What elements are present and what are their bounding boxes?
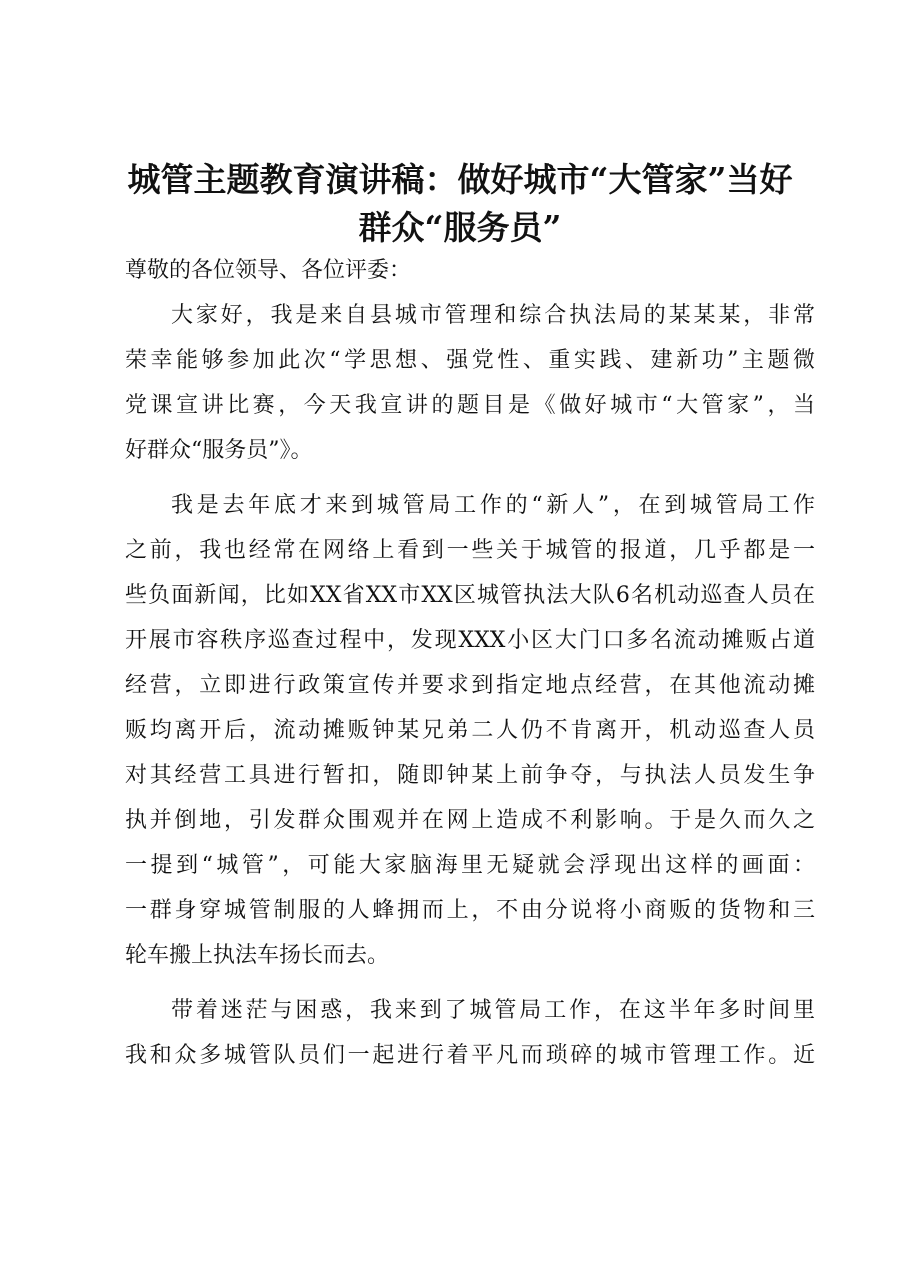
- paragraph-line: 开展市容秩序巡查过程中，发现XXX小区大门口多名流动摊贩占道: [125, 628, 815, 653]
- paragraph-line: 贩均离开后，流动摊贩钟某兄弟二人仍不肯离开，机动巡查人员: [125, 718, 815, 743]
- title-line: 城管主题教育演讲稿：做好城市“大管家”当好: [127, 160, 793, 199]
- paragraph-line: 些负面新闻，比如XX省XX市XX区城管执法大队6名机动巡查人员在: [125, 583, 815, 608]
- paragraph-line: 轮车搬上执法车扬长而去。: [125, 943, 390, 968]
- document-body: [125, 248, 815, 1078]
- paragraph-3: [125, 988, 815, 1078]
- paragraph-line: 执并倒地，引发群众围观并在网上造成不利影响。于是久而久之: [125, 808, 815, 833]
- salutation: 尊敬的各位领导、各位评委：: [125, 258, 412, 283]
- paragraph-line: 之前，我也经常在网络上看到一些关于城管的报道，几乎都是一: [125, 538, 815, 563]
- paragraph-line: 荣幸能够参加此次“学思想、强党性、重实践、建新功”主题微: [125, 348, 815, 373]
- paragraph-line: 对其经营工具进行暂扣，随即钟某上前争夺，与执法人员发生争: [125, 763, 815, 788]
- paragraph-1: [125, 293, 815, 473]
- paragraph-line: 我和众多城管队员们一起进行着平凡而琐碎的城市管理工作。近: [125, 1043, 815, 1068]
- paragraph-2: [125, 483, 815, 978]
- paragraph-line: 大家好，我是来自县城市管理和综合执法局的某某某，非常: [171, 303, 815, 328]
- paragraph-line: 我是去年底才来到城管局工作的“新人”，在到城管局工作: [171, 493, 815, 518]
- paragraph-line: 带着迷茫与困惑，我来到了城管局工作，在这半年多时间里: [171, 998, 815, 1023]
- paragraph-line: 党课宣讲比赛，今天我宣讲的题目是《做好城市“大管家”，当: [125, 393, 815, 418]
- title-line: 群众“服务员”: [358, 208, 562, 247]
- paragraph-line: 经营，立即进行政策宣传并要求到指定地点经营，在其他流动摊: [125, 673, 815, 698]
- document-title: [110, 156, 810, 252]
- paragraph-line: 一提到“城管”，可能大家脑海里无疑就会浮现出这样的画面：: [125, 853, 815, 878]
- paragraph-line: 好群众“服务员”》。: [125, 438, 313, 463]
- paragraph-line: 一群身穿城管制服的人蜂拥而上，不由分说将小商贩的货物和三: [125, 898, 815, 923]
